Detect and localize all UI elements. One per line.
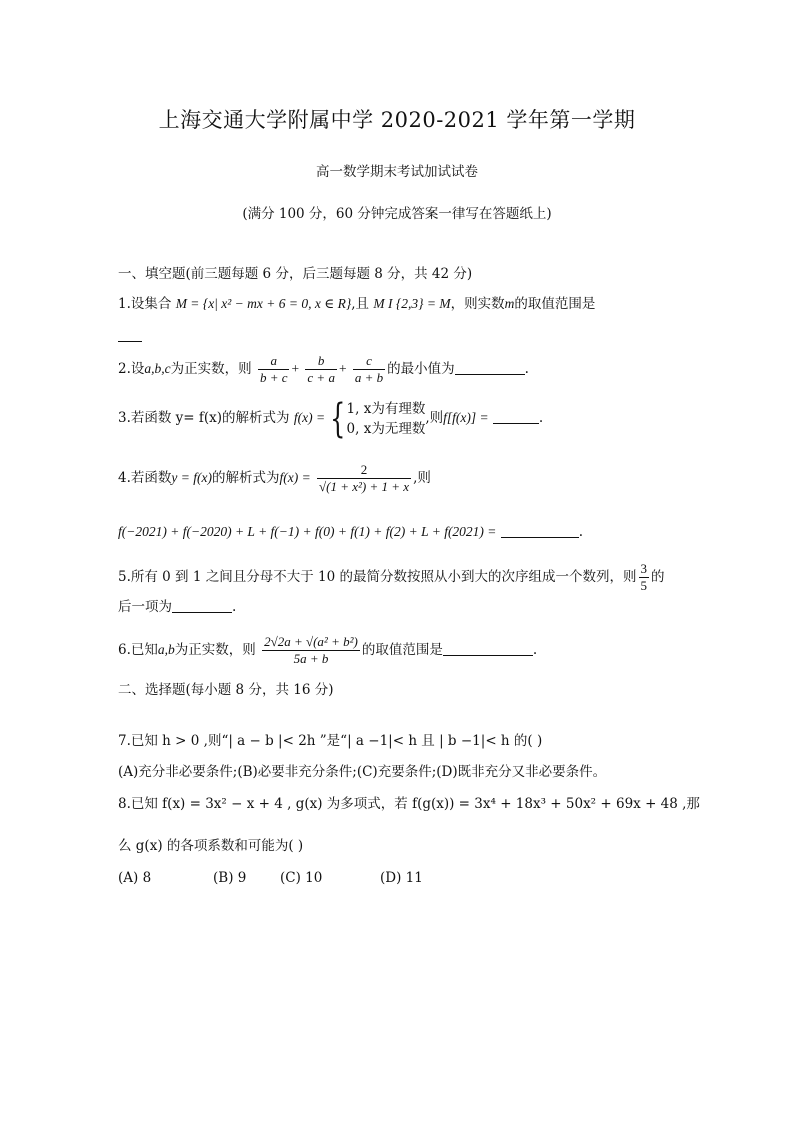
q3-case-1: 1, x为有理数 [346, 400, 426, 417]
question-1 [118, 294, 595, 314]
q5-text-a: 所有 0 到 1 之间且分母不大于 10 的最简分数按照从小到大的次序组成一个数列，则 [130, 569, 637, 585]
q1-text-c: ，则实数 [450, 296, 505, 312]
q4-number: 4. [118, 470, 131, 486]
q4-fraction: $\frac{2}{\text{√(1 + x²) + 1 + x}}$ [319, 462, 410, 494]
exam-title: 上海交通大学附属中学 2020-2021 学年第一学期 [158, 108, 636, 132]
exam-note: (满分 100 分，60 分钟完成答案一律写在答题纸上) [242, 206, 552, 222]
q4-text-b: 的解析式为 [211, 470, 280, 486]
q6-vars: a,b [157, 642, 175, 657]
q2-fraction-2: $\frac{b}{c + a}$ [307, 353, 335, 385]
q3-case-2: 0, x为无理数 [346, 420, 426, 437]
q8-option-c[interactable]: (C) 10 [280, 870, 323, 886]
q6-text-b: 为正实数，则 [174, 642, 256, 658]
question-7 [118, 731, 542, 751]
q7-options: (A)充分非必要条件;(B)必要非充分条件;(C)充要条件;(D)既非充分又非必要条件。 [118, 764, 607, 780]
q3-fx: f(x) = [293, 410, 326, 425]
q7-text: 已知 h > 0 ,则“| a − b |< 2h ”是“| a −1|< h 且 | b −1|< h 的( ) [130, 733, 543, 749]
section1-heading: 一、填空题(前三题每题 6 分，后三题每题 8 分，共 42 分) [118, 266, 473, 282]
q2-answer-blank[interactable] [455, 360, 525, 375]
q1-set-expr: M = {x| x² − mx + 6 = 0, x ∈ R} [175, 296, 352, 311]
q6-fraction: $\frac{\text{2√2a + √(a² + b²)}}{5a + b}$ [264, 634, 358, 666]
q6-text-a: 已知 [130, 642, 158, 658]
q1-answer-line [118, 326, 142, 346]
q8-text: 已知 f(x) = 3x² − x + 4 , g(x) 为多项式，若 f(g(x)) = 3x⁴ + 18x³ + 50x² + 69x + 48 ,那 [130, 796, 700, 812]
q5-text-c: 后一项为 [118, 599, 172, 615]
q1-var: m [504, 296, 515, 311]
question-4 [118, 460, 431, 496]
section2-heading: 二、选择题(每小题 8 分，共 16 分) [118, 682, 334, 698]
q4-fx: f(x) = [279, 470, 311, 485]
q3-brace: { [330, 395, 346, 442]
question-5 [118, 560, 665, 594]
q8-options [118, 868, 423, 888]
q2-vars: a,b,c [144, 361, 171, 376]
q3-text-b: ,则 [425, 410, 444, 426]
question-6: 6.已知a,b为正实数，则 $\frac{\text{2√2a + √(a² + b²)}}{5a + b}$ 的取值范围是 . [118, 634, 538, 666]
q2-text-b: 为正实数，则 [170, 361, 252, 377]
q5-number: 5. [118, 569, 131, 585]
q5-cont-line: 后一项为 . [118, 599, 237, 615]
q4-yfx: y = f(x) [171, 470, 212, 485]
question-3: 3.若函数 y= f(x)的解析式为 f(x) = { 1, x为有理数 0, x为无理数 ,则f[f(x)] = . [118, 395, 544, 442]
q1-text-a: 设集合 [130, 296, 172, 312]
q6-answer-blank[interactable] [443, 641, 533, 656]
q3-cases [347, 399, 426, 439]
q4-sum-line: f(−2021) + f(−2020) + L + f(−1) + f(0) + f(1) + f(2) + L + f(2021) = . [118, 524, 584, 540]
q1-cond-expr: M I {2,3} = M [373, 296, 451, 311]
q8-option-d[interactable]: (D) 11 [380, 870, 423, 886]
q3-answer-blank[interactable] [493, 409, 539, 424]
q7-number: 7. [118, 733, 131, 749]
q2-text-c: 的最小值为 [387, 361, 455, 377]
q4-answer-blank[interactable] [501, 523, 579, 538]
q5-text-b: 的 [651, 569, 665, 585]
q1-text-d: 的取值范围是 [514, 296, 596, 312]
q1-number: 1. [118, 296, 131, 312]
q5-answer-blank[interactable] [172, 598, 232, 613]
q8-text-cont: 么 g(x) 的各项系数和可能为( ) [118, 838, 304, 854]
q1-text-b: ,且 [351, 296, 370, 312]
exam-subtitle: 高一数学期末考试加试试卷 [316, 164, 478, 180]
q8-number: 8. [118, 796, 131, 812]
q3-number: 3. [118, 410, 131, 426]
q8-option-a[interactable]: (A) 8 [118, 870, 152, 886]
q3-text-a: 若函数 y= f(x)的解析式为 [130, 410, 290, 426]
q6-number: 6. [118, 642, 131, 658]
question-8 [118, 794, 700, 814]
q5-fraction: $\frac{3}{5}$ [640, 561, 647, 593]
q1-answer-blank[interactable] [118, 327, 142, 342]
q2-fraction-3: $\frac{c}{a + b}$ [354, 353, 384, 385]
q3-ffx: f[f(x)] = [443, 410, 489, 425]
q4-sum-expr: f(−2021) + f(−2020) + L + f(−1) + f(0) + f(1) + f(2) + L + f(2021) = [118, 524, 497, 539]
q8-option-b[interactable]: (B) 9 [213, 870, 247, 886]
q4-text-a: 若函数 [130, 470, 172, 486]
q2-text-a: 设 [130, 361, 145, 377]
q2-fraction-1: $\frac{a}{b + c}$ [259, 353, 288, 385]
q6-text-c: 的取值范围是 [361, 642, 443, 658]
q4-text-c: ,则 [413, 470, 431, 486]
q2-number: 2. [118, 361, 131, 377]
question-2: 2.设a,b,c为正实数，则 $\frac{a}{b + c}$ + $\frac{b}{c + a}$ + $\frac{c}{a + b}$ 的最小值为 . [118, 353, 529, 385]
